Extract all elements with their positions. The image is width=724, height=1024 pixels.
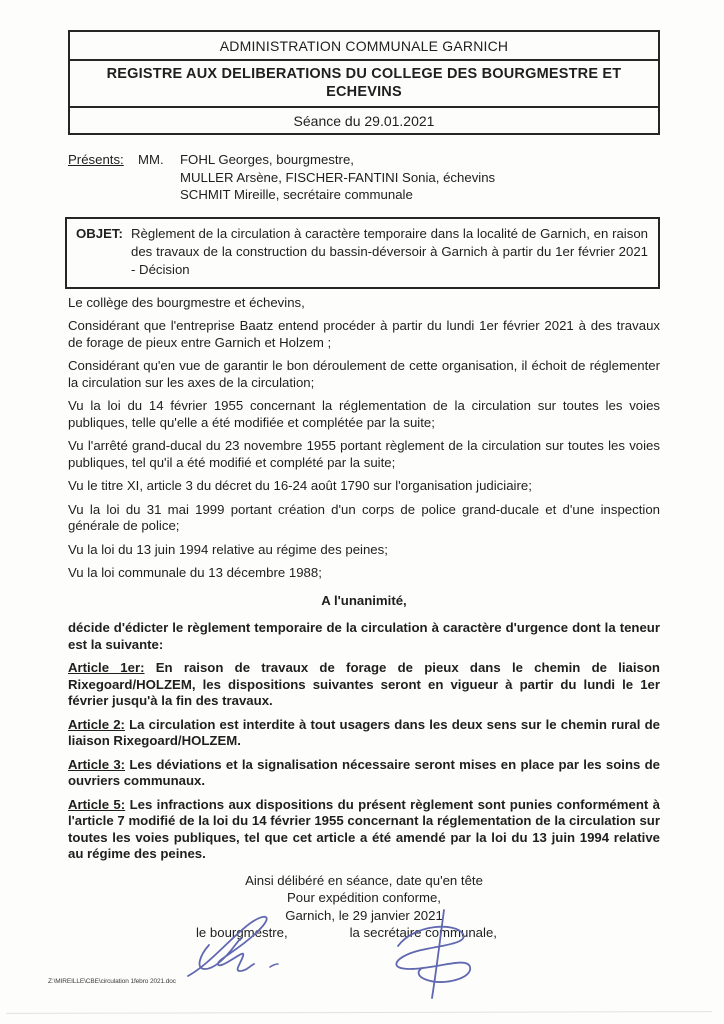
secretaire-signature (370, 906, 492, 1004)
closing-block (68, 872, 660, 925)
article-text: En raison de travaux de forage de pieux dans le chemin de liaison Rixegoard/HOLZEM, les dispositions suivantes seront en vigueur à partir du lundi le 1er février jusqu'à la fin des travaux. (68, 660, 660, 708)
bourgmestre-signature-label: le bourgmestre, (196, 925, 288, 940)
article-paragraph (68, 757, 660, 790)
header-session-box (68, 108, 660, 135)
subject-label: OBJET: (76, 225, 123, 241)
preamble-paragraph: Vu la loi communale du 13 décembre 1988; (68, 565, 322, 580)
document-content (68, 30, 660, 942)
signature-labels-row (68, 925, 660, 942)
footer-file-path: Z:\MIREILLE\CBE\circulation 1febro 2021.doc (48, 978, 176, 985)
scan-edge-artifact (6, 1011, 712, 1014)
article-label: Article 5: (68, 796, 126, 812)
attendees-block (68, 151, 660, 204)
administration-title: ADMINISTRATION COMMUNALE GARNICH (219, 38, 509, 54)
attendee-line: FOHL Georges, bourgmestre, (180, 152, 354, 167)
attendees-names (180, 151, 660, 204)
preamble-paragraph: Considérant qu'en vue de garantir le bon déroulement de cette organisation, il échoit de réglementer la circulation sur les axes de la circulation; (68, 358, 660, 390)
closing-line: Garnich, le 29 janvier 2021 (285, 907, 443, 923)
closing-line: Ainsi délibéré en séance, date qu'en tête (245, 872, 483, 888)
article-paragraph (68, 717, 660, 750)
preamble-paragraph: Vu le titre XI, article 3 du décret du 16-24 août 1790 sur l'organisation judiciaire; (68, 478, 532, 493)
article-paragraph (68, 797, 660, 863)
header-administration-box (68, 30, 660, 61)
decision-intro-paragraph: décide d'édicter le règlement temporaire de la circulation à caractère d'urgence dont la teneur est la suivante: (68, 620, 660, 652)
attendees-prefix: MM. (138, 152, 164, 167)
unanimity-line: A l'unanimité, (321, 592, 407, 608)
preamble-paragraph: Vu l'arrêté grand-ducal du 23 novembre 1955 portant règlement de la circulation sur toutes les voies publiques, tel qu'il a été modifié et complété par la suite; (68, 438, 660, 470)
register-title: REGISTRE AUX DELIBERATIONS DU COLLEGE DES BOURGMESTRE ET ECHEVINS (106, 66, 622, 100)
attendees-label: Présents: (68, 152, 124, 167)
preamble-paragraph: Vu la loi du 31 mai 1999 portant création d'un corps de police grand-ducale et d'une inspection générale de police; (68, 501, 660, 533)
attendee-line: SCHMIT Mireille, secrétaire communale (180, 187, 413, 202)
header-register-box (68, 61, 660, 108)
document-body (68, 295, 660, 942)
subject-box (65, 217, 660, 289)
bourgmestre-signature (182, 912, 302, 994)
preamble-paragraph: Vu la loi du 14 février 1955 concernant la réglementation de la circulation sur toutes les voies publiques, telle qu'elle a été modifiée et complétée par la suite; (68, 398, 660, 430)
session-date: Séance du 29.01.2021 (293, 113, 435, 129)
article-text: Les déviations et la signalisation nécessaire seront mises en place par les soins de ouvriers communaux. (68, 756, 661, 788)
closing-line: Pour expédition conforme, (287, 890, 441, 905)
secretaire-signature-label: la secrétaire communale, (349, 925, 497, 940)
preamble-paragraph: Le collège des bourgmestre et échevins, (68, 294, 305, 310)
article-label: Article 2: (68, 716, 125, 732)
subject-text: Règlement de la circulation à caractère temporaire dans la localité de Garnich, en raison des travaux de la construction du bassin-déversoir à Garnich à partir du 1er février 2021 - Décision (131, 225, 648, 277)
attendee-line: MULLER Arsène, FISCHER-FANTINI Sonia, échevins (180, 169, 496, 185)
preamble-paragraph: Considérant que l'entreprise Baatz entend procéder à partir du lundi 1er février 2021 à des travaux de forage de pieux entre Garnich et Holzem ; (68, 318, 660, 350)
article-text: La circulation est interdite à tout usagers dans les deux sens sur le chemin rural de liaison Rixegoard/HOLZEM. (68, 716, 660, 748)
preamble-paragraph: Vu la loi du 13 juin 1994 relative au régime des peines; (68, 541, 388, 557)
article-text: Les infractions aux dispositions du présent règlement sont punies conformément à l'article 7 modifié de la loi du 14 février 1955 concernant la réglementation de la circulation sur toutes les voies publiques, tel que cet article a été amendé par la loi du 13 juin 1994 relative au régime des peines. (68, 796, 661, 861)
article-label: Article 3: (68, 756, 126, 772)
article-paragraph (68, 660, 660, 710)
document-header (68, 30, 660, 135)
article-label: Article 1er: (68, 660, 145, 675)
